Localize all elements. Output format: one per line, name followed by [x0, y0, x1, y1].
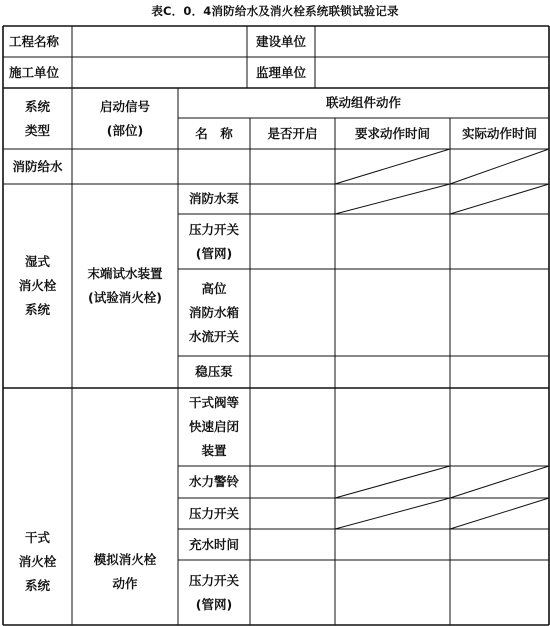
- component-fire-pump: 消防水泵: [188, 191, 239, 206]
- project-name-field[interactable]: [72, 26, 247, 57]
- component-name-header: 名 称: [195, 125, 233, 141]
- project-name-label: 工程名称: [9, 33, 60, 49]
- component-pressure-switch-network: 压力开关 (管网): [188, 221, 239, 261]
- component-high-tank-flow-switch: 高位 消防水箱 水流开关: [188, 280, 239, 344]
- actual-time-header: 实际动作时间: [461, 125, 537, 141]
- wet-start-signal: 末端试水装置 (试验消火栓): [87, 266, 163, 305]
- component-dry-valve-quick-open: 干式阀等 快速启闭 装置: [188, 395, 239, 458]
- component-water-motor-alarm: 水力警铃: [188, 474, 239, 489]
- form-title: 表C．0．4消防给水及消火栓系统联锁试验记录: [151, 4, 399, 18]
- wet-system-label: 湿式 消火栓 系统: [18, 254, 57, 317]
- component-pressure-switch: 压力开关: [188, 505, 239, 521]
- fire-water-supply-label: 消防给水: [12, 158, 63, 174]
- construction-unit-label: 建设单位: [255, 33, 306, 49]
- dry-start-signal: 模拟消火栓 动作: [93, 551, 157, 591]
- start-signal-header: 启动信号 (部位): [99, 98, 150, 138]
- supervision-unit-field[interactable]: [315, 57, 549, 88]
- dry-system-label: 干式 消火栓 系统: [18, 529, 57, 593]
- supervision-unit-label: 监理单位: [255, 64, 306, 80]
- construction-unit-field[interactable]: [315, 26, 549, 57]
- component-pressure-switch-network-dry: 压力开关 (管网): [188, 572, 239, 612]
- is-open-header: 是否开启: [267, 125, 318, 141]
- linkage-action-header: 联动组件动作: [325, 95, 401, 110]
- required-time-header: 要求动作时间: [354, 125, 430, 141]
- component-jockey-pump: 稳压泵: [195, 364, 233, 379]
- contractor-label: 施工单位: [9, 64, 60, 80]
- system-type-header: 系统 类型: [24, 98, 50, 138]
- contractor-field[interactable]: [72, 57, 247, 88]
- component-fill-time: 充水时间: [188, 536, 239, 552]
